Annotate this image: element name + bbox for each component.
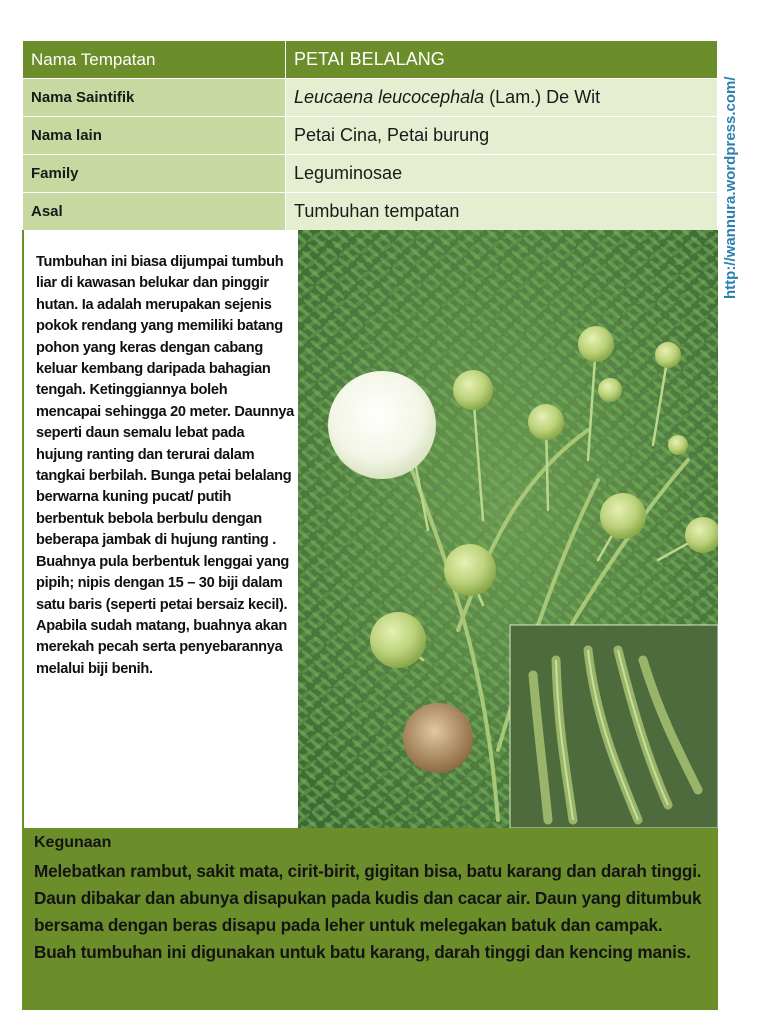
family-label: Family xyxy=(23,155,286,193)
other-names-value: Petai Cina, Petai burung xyxy=(286,117,718,155)
table-row xyxy=(23,155,718,193)
watermark-url: http://wannura.wordpress.com/ xyxy=(722,76,739,300)
other-names-label: Nama lain xyxy=(23,117,286,155)
family-value: Leguminosae xyxy=(286,155,718,193)
origin-label: Asal xyxy=(23,193,286,231)
scientific-name-value xyxy=(286,79,718,117)
origin-value: Tumbuhan tempatan xyxy=(286,193,718,231)
local-name-label: Nama Tempatan xyxy=(23,41,286,79)
uses-section xyxy=(22,828,718,1010)
description-text: Tumbuhan ini biasa dijumpai tumbuh liar di kawasan belukar dan pinggir hutan. Ia adalah merupakan sejenis pokok rendang yang memiliki batang pohon yang keras dengan cabang keluar kembang daripada bahagian tengah. Ketinggiannya boleh mencapai sehingga 20 meter. Daunnya seperti daun semalu lebat pada hujung ranting dan terurai dalam tangkai berbilah. Bunga petai belalang berwarna kuning pucat/ putih berbentuk bebola berbulu dengan beberapa jambak di hujung ranting . Buahnya pula berbentuk lenggai yang pipih; nipis dengan 15 – 30 biji dalam satu baris (seperti petai bersaiz kecil). Apabila sudah matang, buahnya akan merekah pecah serta penyebarannya melalui biji benih. xyxy=(22,230,300,828)
leucaena-illustration xyxy=(298,230,718,828)
plant-info-table xyxy=(22,40,718,231)
local-name-value: PETAI BELALANG xyxy=(286,41,718,79)
plant-info-card xyxy=(22,40,718,1010)
scientific-name-author: (Lam.) De Wit xyxy=(484,87,601,107)
uses-title: Kegunaan xyxy=(34,834,112,851)
table-row xyxy=(23,79,718,117)
table-row xyxy=(23,117,718,155)
uses-text: Melebatkan rambut, sakit mata, cirit-birit, gigitan bisa, batu karang dan darah tinggi. Daun dibakar dan abunya disapukan pada kudis dan cacar air. Daun yang ditumbuk bersama dengan beras disapu pada leher untuk melegakan batuk dan campak. Buah tumbuhan ini digunakan untuk batu karang, darah tinggi dan kencing manis. xyxy=(34,861,702,962)
table-row xyxy=(23,41,718,79)
scientific-name-binomial: Leucaena leucocephala xyxy=(294,87,485,107)
plant-photo xyxy=(298,230,718,828)
table-row xyxy=(23,193,718,231)
scientific-name-label: Nama Saintifik xyxy=(23,79,286,117)
